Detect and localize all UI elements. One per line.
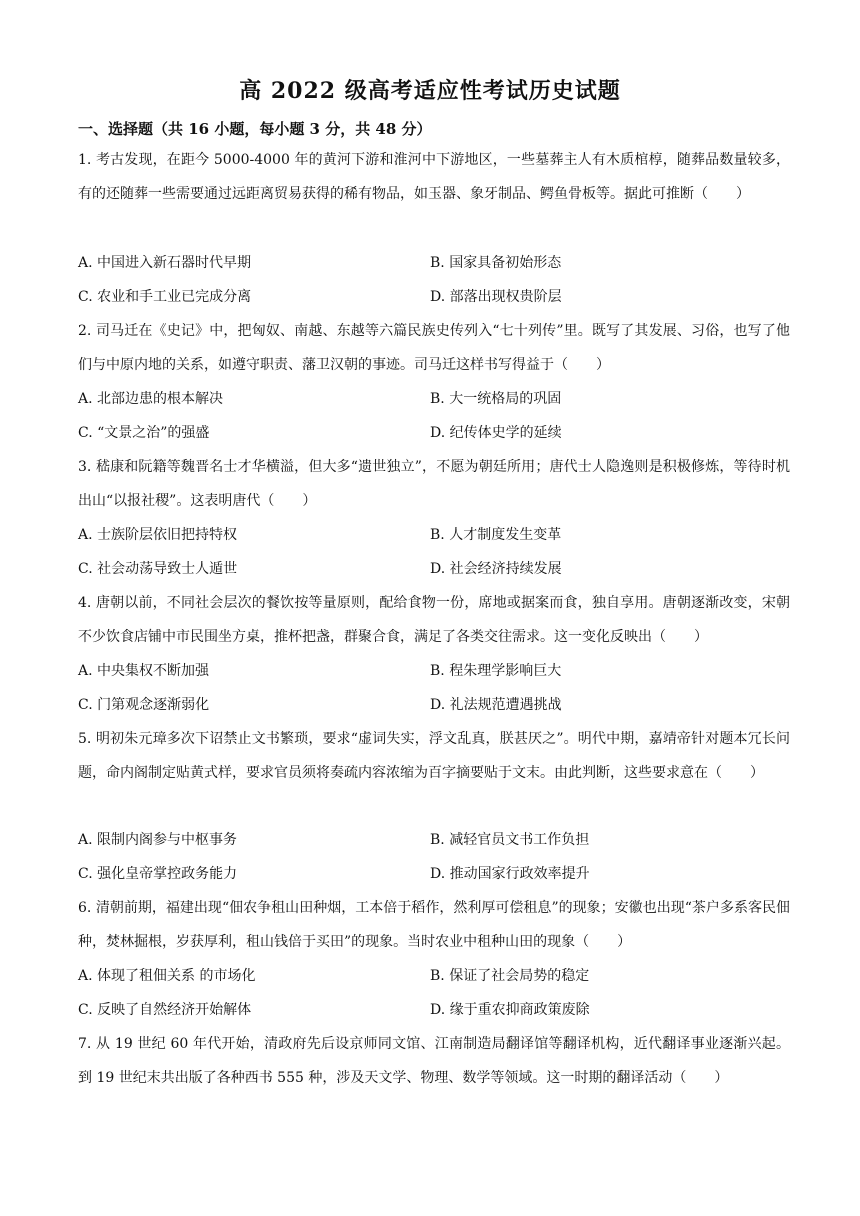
question-6-stem: 6. 清朝前期，福建出现“佃农争租山田种烟，工本倍于稻作，然利厚可偿租息”的现象；安徽也出现“茶户多系客民佃种，焚林掘根，岁获厚利，租山钱倍于买田”的现象。当时农业中租种山田的现象（ ）: [78, 900, 790, 950]
question-2-stem: 2. 司马迁在《史记》中，把匈奴、南越、东越等六篇民族史传列入“七十列传”里。既写了其发展、习俗，也写了他们与中原内地的关系，如遵守职责、藩卫汉朝的事迹。司马迁这样书写得益于（ ）: [78, 323, 790, 373]
question-3-stem: 3. 嵇康和阮籍等魏晋名士才华横溢，但大多“遗世独立”，不愿为朝廷所用；唐代士人隐逸则是积极修炼，等待时机出山“以报社稷”。这表明唐代（ ）: [78, 459, 790, 509]
question-2-option-c[interactable]: C. “文景之治”的强盛: [78, 425, 210, 441]
question-4-stem: 4. 唐朝以前，不同社会层次的餐饮按等量原则，配给食物一份，席地或据案而食，独自享用。唐朝逐渐改变，宋朝不少饮食店铺中市民围坐方桌，推杯把盏，群聚合食，满足了各类交往需求。这一变化反映出（ ）: [78, 595, 790, 645]
section-heading: 一、选择题（共 16 小题，每小题 3 分，共 48 分）: [78, 120, 432, 138]
question-2-option-a[interactable]: A. 北部边患的根本解决: [78, 391, 224, 407]
question-3-option-b[interactable]: B. 人才制度发生变革: [430, 527, 562, 543]
question-5-option-a[interactable]: A. 限制内阁参与中枢事务: [78, 832, 238, 848]
question-1-option-c[interactable]: C. 农业和手工业已完成分离: [78, 289, 252, 305]
question-3-option-d[interactable]: D. 社会经济持续发展: [430, 561, 562, 577]
question-6-option-d[interactable]: D. 缘于重农抑商政策废除: [430, 1002, 590, 1018]
question-4-option-b[interactable]: B. 程朱理学影响巨大: [430, 663, 562, 679]
question-1-option-b[interactable]: B. 国家具备初始形态: [430, 255, 562, 271]
question-1-stem: 1. 考古发现，在距今 5000-4000 年的黄河下游和淮河中下游地区，一些墓葬主人有木质棺椁，随葬品数量较多，有的还随葬一些需要通过远距离贸易获得的稀有物品，如玉器、象牙制品、鳄鱼骨板等。据此可推断（ ）: [78, 152, 790, 202]
question-4-option-a[interactable]: A. 中央集权不断加强: [78, 663, 210, 679]
question-5-stem: 5. 明初朱元璋多次下诏禁止文书繁琐，要求“虚词失实，浮文乱真，朕甚厌之”。明代中期，嘉靖帝针对题本冗长问题，命内阁制定贴黄式样，要求官员须将奏疏内容浓缩为百字摘要贴于文末。由此判断，这些要求意在（ ）: [78, 731, 790, 781]
question-2-option-b[interactable]: B. 大一统格局的巩固: [430, 391, 562, 407]
question-7-stem: 7. 从 19 世纪 60 年代开始，清政府先后设京师同文馆、江南制造局翻译馆等翻译机构，近代翻译事业逐渐兴起。到 19 世纪末共出版了各种西书 555 种，涉及天文学、物理、数学等领域。这一时期的翻译活动（ ）: [78, 1036, 790, 1086]
question-6-option-b[interactable]: B. 保证了社会局势的稳定: [430, 968, 590, 984]
question-4-option-d[interactable]: D. 礼法规范遭遇挑战: [430, 697, 562, 713]
question-1-option-a[interactable]: A. 中国进入新石器时代早期: [78, 255, 252, 271]
question-4-option-c[interactable]: C. 门第观念逐渐弱化: [78, 697, 210, 713]
question-5-option-b[interactable]: B. 减轻官员文书工作负担: [430, 832, 590, 848]
question-3-option-c[interactable]: C. 社会动荡导致士人遁世: [78, 561, 238, 577]
page-title: 高 2022 级高考适应性考试历史试题: [239, 78, 621, 104]
question-6-option-c[interactable]: C. 反映了自然经济开始解体: [78, 1002, 252, 1018]
question-6-option-a[interactable]: A. 体现了租佃关系 的市场化: [78, 968, 256, 984]
question-5-option-d[interactable]: D. 推动国家行政效率提升: [430, 866, 590, 882]
question-3-option-a[interactable]: A. 士族阶层依旧把持特权: [78, 527, 238, 543]
question-2-option-d[interactable]: D. 纪传体史学的延续: [430, 425, 562, 441]
question-1-option-d[interactable]: D. 部落出现权贵阶层: [430, 289, 562, 305]
question-5-option-c[interactable]: C. 强化皇帝掌控政务能力: [78, 866, 238, 882]
